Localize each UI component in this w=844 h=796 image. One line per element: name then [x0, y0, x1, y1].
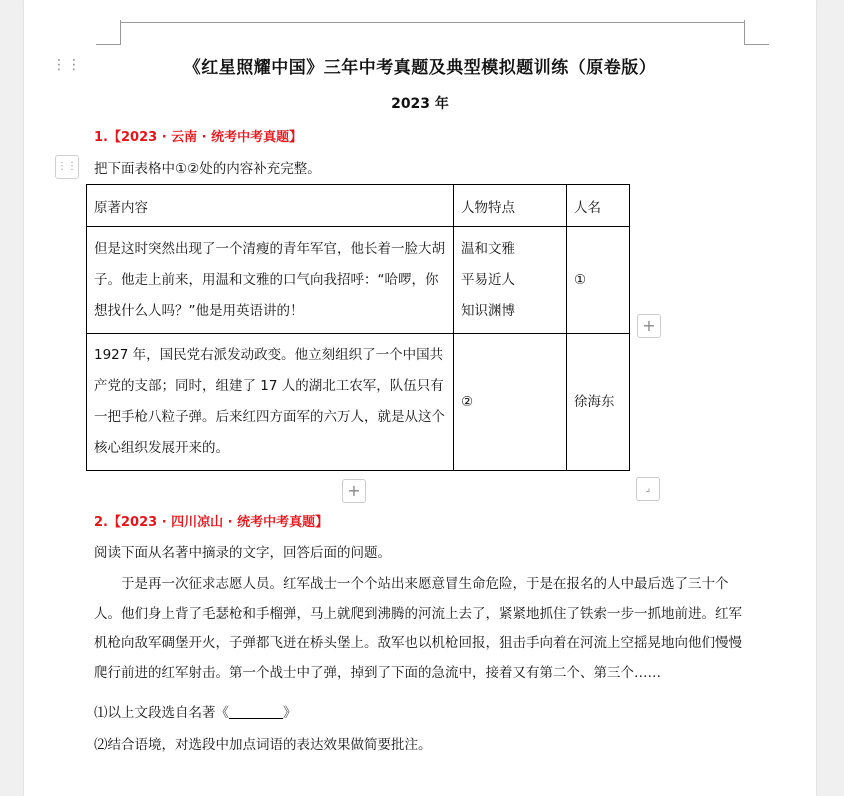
header-line	[120, 22, 744, 23]
table-cell-name[interactable]: ①	[567, 227, 630, 334]
answer-blank[interactable]	[229, 704, 283, 719]
sub-question-2: ⑵结合语境，对选段中加点词语的表达效果做简要批注。	[94, 737, 432, 753]
add-column-button[interactable]: +	[637, 314, 661, 338]
drag-handle-icon[interactable]: ⋮⋮	[52, 57, 82, 73]
resize-icon[interactable]: ⌟	[636, 477, 660, 501]
reading-passage	[94, 570, 754, 688]
drag-handle-icon[interactable]: ⋮⋮	[55, 155, 79, 179]
sub-question-1	[94, 701, 297, 721]
question-2-instruction: 阅读下面从名著中摘录的文字，回答后面的问题。	[94, 545, 391, 561]
question-1-source: 1.【2023 · 云南 · 统考中考真题】	[94, 130, 303, 145]
page-margin-corner-left	[96, 20, 121, 45]
table-cell-content[interactable]: 但是这时突然出现了一个清瘦的青年军官，他长着一脸大胡子。他走上前来，用温和文雅的口气向我招呼：“哈啰，你想找什么人吗？”他是用英语讲的！	[87, 227, 454, 334]
sub-question-1-suffix: 》	[283, 705, 297, 721]
question-2-source: 2.【2023 · 四川凉山 · 统考中考真题】	[94, 515, 329, 530]
table-cell-name[interactable]: 徐海东	[567, 334, 630, 471]
year-heading: 2023 年	[391, 96, 449, 112]
passage-paragraph: 于是再一次征求志愿人员。红军战士一个个站出来愿意冒生命危险，于是在报名的人中最后选了三十个人。他们身上背了毛瑟枪和手榴弹，马上就爬到沸腾的河流上去了，紧紧地抓住了铁索一步一抓地前进。红军机枪向敌军碉堡开火，子弹都飞迸在桥头堡上。敌军也以机枪回报，狙击手向着在河流上空摇晃地向他们慢慢爬行前进的红军射击。第一个战士中了弹，掉到了下面的急流中，接着又有第二个、第三个……	[94, 576, 742, 681]
table-header-cell[interactable]: 人物特点	[454, 185, 567, 227]
page-margin-corner-right	[744, 20, 769, 45]
table-cell-traits[interactable]: ②	[454, 334, 567, 471]
question-1-instruction: 把下面表格中①②处的内容补充完整。	[94, 161, 321, 177]
trait-line: 知识渊博	[461, 302, 515, 319]
answer-table[interactable]	[86, 184, 630, 471]
sub-question-1-prefix: ⑴以上文段选自名著《	[94, 705, 229, 721]
document-page	[24, 0, 816, 796]
document-title: 《红星照耀中国》三年中考真题及典型模拟题训练（原卷版）	[183, 58, 657, 78]
add-row-button[interactable]: +	[342, 479, 366, 503]
trait-line: 平易近人	[461, 271, 515, 288]
table-header-cell[interactable]: 原著内容	[87, 185, 454, 227]
table-header-cell[interactable]: 人名	[567, 185, 630, 227]
table-cell-traits[interactable]	[454, 227, 567, 334]
table-cell-content[interactable]: 1927 年，国民党右派发动政变。他立刻组织了一个中国共产党的支部；同时，组建了 17 人的湖北工农军，队伍只有一把手枪八粒子弹。后来红四方面军的六万人，就是从这个核心组织发展开来的。	[87, 334, 454, 471]
trait-line: 温和文雅	[461, 240, 515, 257]
